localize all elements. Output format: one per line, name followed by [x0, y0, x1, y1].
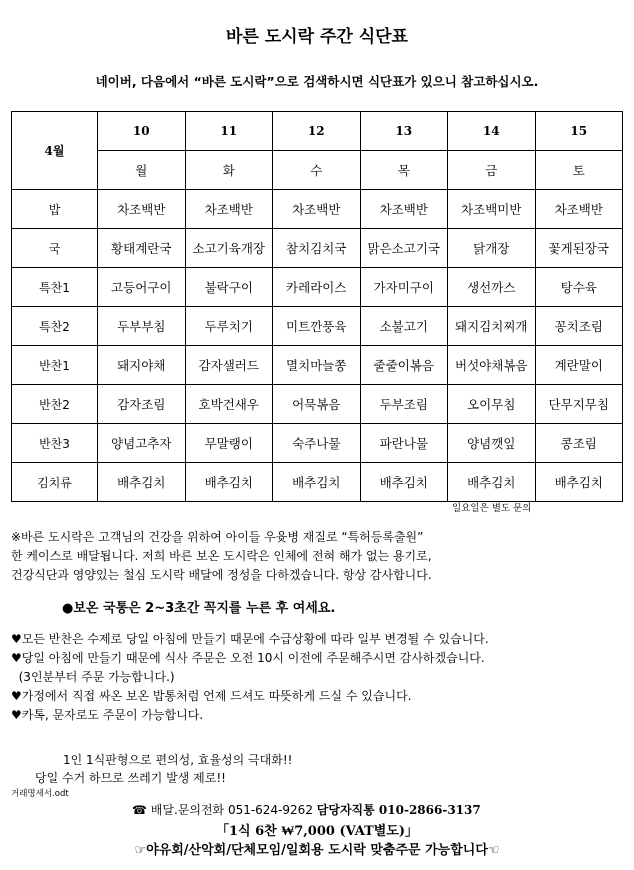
bullet-item: ♥카톡, 문자로도 주문이 가능합니다. — [11, 708, 204, 722]
menu-row — [12, 346, 623, 385]
menu-cell: 배추김치 — [448, 463, 536, 502]
menu-cell: 돼지야채 — [98, 346, 186, 385]
menu-cell: 소고기육개장 — [185, 229, 273, 268]
weekday-header: 목 — [360, 151, 448, 190]
row-label: 밥 — [12, 190, 98, 229]
row-label: 김치류 — [12, 463, 98, 502]
notice-line: ※바른 도시락은 고객님의 건강을 위하여 아이들 우윳병 재질로 “특허등록출원” — [11, 530, 424, 544]
menu-cell: 가자미구이 — [360, 268, 448, 307]
notice-line: 한 케이스로 배달됩니다. 저희 바른 보온 도시락은 인체에 전혀 해가 없는 용기로, — [11, 549, 432, 563]
notice-block — [11, 528, 432, 585]
bullet-item: ♥당일 아침에 만들기 때문에 식사 주문은 오전 10시 이전에 주문해주시면 감사하겠습니다. — [11, 651, 485, 665]
price-line: 「1식 6찬 ₩7,000 (VAT별도)」 — [215, 824, 419, 839]
row-label: 특찬2 — [12, 307, 98, 346]
weekday-header: 금 — [448, 151, 536, 190]
menu-cell: 참치김치국 — [273, 229, 361, 268]
menu-cell: 호박건새우 — [185, 385, 273, 424]
menu-cell: 배추김치 — [185, 463, 273, 502]
bullet-item: ♥가정에서 직접 싸온 보온 밥통처럼 언제 드셔도 따뜻하게 드실 수 있습니다. — [11, 689, 412, 703]
menu-cell: 멸치마늘쫑 — [273, 346, 361, 385]
menu-cell: 무말랭이 — [185, 424, 273, 463]
menu-cell: 감자샐러드 — [185, 346, 273, 385]
menu-cell: 탕수육 — [535, 268, 623, 307]
menu-rows — [12, 190, 623, 502]
promo-line-1: 1인 1식판형으로 편의성, 효율성의 극대화!! — [63, 753, 293, 767]
menu-cell: 카레라이스 — [273, 268, 361, 307]
weekday-header: 수 — [273, 151, 361, 190]
holiday-note: 일요일은 별도 문의 — [452, 503, 532, 514]
menu-cell: 고등어구이 — [98, 268, 186, 307]
menu-cell: 배추김치 — [273, 463, 361, 502]
menu-cell: 돼지김치찌개 — [448, 307, 536, 346]
row-label: 반찬3 — [12, 424, 98, 463]
menu-cell: 차조백반 — [273, 190, 361, 229]
menu-cell: 차조백반 — [98, 190, 186, 229]
menu-cell: 배추김치 — [360, 463, 448, 502]
day-header: 15 — [535, 112, 623, 151]
menu-cell: 두루치기 — [185, 307, 273, 346]
menu-cell: 어묵볶음 — [273, 385, 361, 424]
menu-cell: 단무지무침 — [535, 385, 623, 424]
manager-phone: 담당자직통 010-2866-3137 — [316, 803, 481, 817]
menu-cell: 황태계란국 — [98, 229, 186, 268]
menu-cell: 오이무침 — [448, 385, 536, 424]
row-label: 반찬1 — [12, 346, 98, 385]
menu-cell: 버섯야채볶음 — [448, 346, 536, 385]
page-subtitle: 네이버, 다음에서 “바른 도시락”으로 검색하시면 식단표가 있으니 참고하십시오. — [95, 74, 539, 89]
bullet-list — [11, 630, 489, 725]
weekday-header: 월 — [98, 151, 186, 190]
menu-row — [12, 190, 623, 229]
menu-row — [12, 229, 623, 268]
row-label: 특찬1 — [12, 268, 98, 307]
row-label: 반찬2 — [12, 385, 98, 424]
menu-cell: 양념고추자 — [98, 424, 186, 463]
weekday-header: 토 — [535, 151, 623, 190]
notice-line: 건강식단과 영양있는 철심 도시락 배달에 정성을 다하겠습니다. 항상 감사합니다. — [11, 568, 432, 582]
menu-cell: 꽁치조림 — [535, 307, 623, 346]
menu-cell: 차조백미반 — [448, 190, 536, 229]
menu-cell: 차조백반 — [185, 190, 273, 229]
day-header: 11 — [185, 112, 273, 151]
delivery-phone: ☎ 배달.문의전화 051-624-9262 — [132, 803, 313, 817]
weekday-header: 화 — [185, 151, 273, 190]
menu-cell: 닭개장 — [448, 229, 536, 268]
day-header: 12 — [273, 112, 361, 151]
bullet-item: ♥모든 반찬은 수제로 당일 아침에 만들기 때문에 수급상황에 따라 일부 변경될 수 있습니다. — [11, 632, 489, 646]
menu-cell: 배추김치 — [535, 463, 623, 502]
broth-note: ●보온 국통은 2~3초간 꼭지를 누른 후 여세요. — [62, 601, 336, 616]
menu-cell: 소불고기 — [360, 307, 448, 346]
day-header: 14 — [448, 112, 536, 151]
menu-cell: 양념깻잎 — [448, 424, 536, 463]
month-cell: 4월 — [12, 112, 98, 190]
file-name: 거래명세서.odt — [11, 789, 69, 799]
menu-cell: 두부조림 — [360, 385, 448, 424]
menu-row — [12, 268, 623, 307]
menu-cell: 파란나물 — [360, 424, 448, 463]
promo-line-2: 당일 수거 하므로 쓰레기 발생 제로!! — [35, 771, 226, 785]
menu-row — [12, 463, 623, 502]
bullet-item: (3인분부터 주문 가능합니다.) — [11, 670, 175, 684]
menu-row — [12, 424, 623, 463]
contact-line — [132, 801, 481, 818]
menu-cell: 맑은소고기국 — [360, 229, 448, 268]
menu-cell: 불락구이 — [185, 268, 273, 307]
menu-cell: 숙주나물 — [273, 424, 361, 463]
menu-cell: 꽃게된장국 — [535, 229, 623, 268]
menu-row — [12, 307, 623, 346]
menu-cell: 차조백반 — [360, 190, 448, 229]
menu-cell: 미트깐풍육 — [273, 307, 361, 346]
page-title: 바른 도시락 주간 식단표 — [226, 27, 408, 47]
menu-cell: 줄줄이볶음 — [360, 346, 448, 385]
menu-cell: 계란말이 — [535, 346, 623, 385]
day-header: 10 — [98, 112, 186, 151]
menu-row — [12, 385, 623, 424]
menu-cell: 차조백반 — [535, 190, 623, 229]
menu-cell: 두부부침 — [98, 307, 186, 346]
menu-cell: 감자조림 — [98, 385, 186, 424]
weekly-menu-table — [11, 111, 623, 502]
group-order-line: ☞야유회/산악회/단체모임/일회용 도시락 맞춤주문 가능합니다☜ — [134, 843, 500, 858]
menu-cell: 생선까스 — [448, 268, 536, 307]
menu-cell: 배추김치 — [98, 463, 186, 502]
day-header: 13 — [360, 112, 448, 151]
row-label: 국 — [12, 229, 98, 268]
menu-cell: 콩조림 — [535, 424, 623, 463]
